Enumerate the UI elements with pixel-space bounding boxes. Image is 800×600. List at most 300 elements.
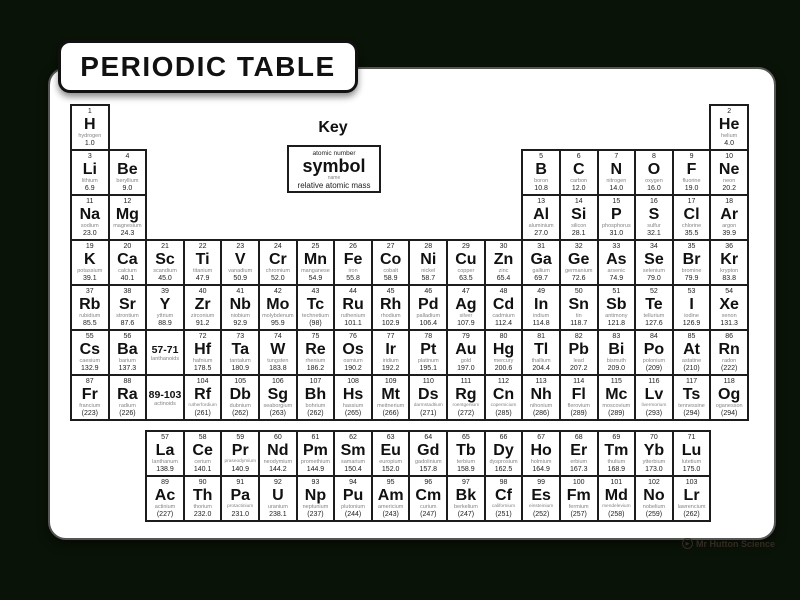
element-name: technetium [302,313,329,319]
element-Tb [446,430,486,477]
atomic-number: 118 [723,378,735,385]
element-symbol: Sm [340,442,366,459]
atomic-mass: 9.0 [122,185,133,192]
element-symbol: Po [643,341,665,358]
element-Sb [597,284,637,331]
element-name: scandium [153,268,177,274]
element-symbol: Mo [266,296,290,313]
element-Ce [183,430,223,477]
element-name: germanium [564,268,593,274]
atomic-number: 74 [273,333,282,340]
element-name: molybdenum [262,313,294,319]
element-symbol: Pm [303,442,328,459]
atomic-mass: 52.0 [271,275,285,282]
atomic-number: 67 [537,434,545,441]
atomic-number: 78 [424,333,433,340]
atomic-mass: 238.1 [269,511,287,518]
element-symbol: Rf [194,386,212,403]
atomic-number: 65 [461,434,470,441]
element-Li [70,149,110,196]
element-Mc [597,374,637,421]
element-Ts [672,374,712,421]
element-Pt [408,329,448,376]
atomic-mass: 197.0 [457,365,475,372]
element-symbol: Yb [643,442,665,459]
atomic-number: 17 [687,198,696,205]
element-name: polonium [642,358,666,364]
watermark [682,538,775,549]
atomic-mass: 126.9 [682,320,701,327]
atomic-mass: (247) [457,511,475,518]
element-name: rubidium [79,313,101,319]
element-F [672,149,712,196]
element-Ni [408,239,448,286]
series-range-label: 57-71 [151,344,179,356]
element-Zr [183,284,223,331]
atomic-number: 10 [725,153,734,160]
element-name: xenon [721,313,737,319]
atomic-mass: 158.9 [457,466,475,473]
element-Al [521,194,561,241]
series-name: actinoids [154,401,176,407]
element-name: protactinium [227,504,254,509]
atomic-mass: 168.9 [607,466,626,473]
atomic-mass: (252) [532,511,550,518]
element-symbol: La [155,442,175,459]
element-symbol: Ti [195,251,210,268]
element-symbol: At [683,341,700,358]
atomic-mass: 200.6 [494,365,513,372]
series-placeholder-cell [145,329,185,376]
element-symbol: He [718,116,740,133]
element-name: nobelium [642,504,666,510]
element-Og [709,374,749,421]
atomic-number: 14 [574,198,583,205]
element-symbol: Be [117,161,138,178]
atomic-number: 21 [161,243,169,250]
element-name: iron [348,268,358,274]
atomic-number: 109 [384,378,397,385]
element-grid [70,104,752,524]
element-symbol: Mn [303,251,327,268]
element-Ho [521,430,561,477]
element-name: fermium [568,504,589,510]
atomic-number: 76 [349,333,357,340]
element-name: seaborgium [263,403,293,409]
element-Cn [484,374,524,421]
element-name: phosphorus [601,223,631,229]
element-Xe [709,284,749,331]
atomic-number: 32 [574,243,583,250]
element-Y [145,284,185,331]
element-Kr [709,239,749,286]
element-symbol: H [84,116,96,133]
element-symbol: Tb [456,442,476,459]
element-name: gallium [532,268,550,274]
element-symbol: Ge [568,251,590,268]
element-symbol: P [610,206,622,223]
atomic-number: 56 [123,333,132,340]
element-No [634,475,674,522]
element-Hg [484,329,524,376]
atomic-mass: 107.9 [457,320,475,327]
atomic-number: 112 [497,378,510,385]
element-name: mercury [493,358,514,364]
atomic-mass: 137.3 [118,365,137,372]
atomic-mass: (222) [720,365,738,372]
atomic-mass: (223) [81,410,98,417]
element-symbol: Am [377,487,404,504]
atomic-number: 47 [461,288,470,295]
element-name: moscovium [602,403,631,409]
element-Ar [709,194,749,241]
element-Zn [484,239,524,286]
atomic-mass: 152.0 [381,466,400,473]
element-symbol: Sc [155,251,175,268]
element-name: thulium [607,459,626,465]
element-name: nickel [421,268,436,274]
element-symbol: Tm [604,442,629,459]
element-Fr [70,374,110,421]
element-name: uranium [267,504,288,510]
atomic-mass: (289) [570,410,587,417]
element-symbol: Fm [566,487,591,504]
atomic-mass: 167.3 [569,466,588,473]
atomic-mass: 231.0 [231,511,249,518]
element-name: copper [457,268,475,274]
key-atomic-number-label: atomic number [312,150,356,157]
atomic-number: 54 [725,288,734,295]
atomic-number: 64 [424,434,433,441]
atomic-mass: 19.0 [684,185,699,192]
atomic-mass: 190.2 [344,365,362,372]
element-Ca [108,239,148,286]
atomic-mass: 65.4 [496,275,511,282]
element-symbol: Ca [117,251,138,268]
element-At [672,329,712,376]
atomic-number: 87 [85,378,94,385]
atomic-number: 68 [574,434,583,441]
atomic-number: 116 [648,378,660,385]
atomic-number: 93 [311,479,320,486]
atomic-mass: (227) [156,511,174,518]
atomic-mass: 6.9 [84,185,95,192]
element-Ba [108,329,148,376]
element-symbol: Pu [342,487,364,504]
atomic-number: 115 [610,378,622,385]
atomic-number: 9 [689,153,694,160]
atomic-number: 52 [650,288,658,295]
atomic-number: 117 [685,378,698,385]
atomic-number: 35 [687,243,696,250]
element-name: praseodymium [224,459,256,464]
element-Ds [408,374,448,421]
periodic-table-panel [48,67,776,540]
element-name: calcium [118,268,137,274]
atomic-number: 79 [461,333,470,340]
element-Pr [220,430,260,477]
atomic-number: 83 [612,333,621,340]
element-symbol: Zn [493,251,514,268]
element-symbol: Db [229,386,251,403]
atomic-mass: 195.1 [419,365,438,372]
element-symbol: Lr [683,487,700,504]
element-name: flerovium [567,403,590,409]
atomic-number: 98 [499,479,508,486]
element-B [521,149,561,196]
atomic-number: 43 [311,288,320,295]
element-Ta [220,329,260,376]
element-symbol: Ni [420,251,437,268]
element-name: chromium [265,268,290,274]
element-name: indium [533,313,550,319]
element-Gd [408,430,448,477]
atomic-mass: 183.8 [269,365,287,372]
element-symbol: Rn [718,341,740,358]
element-name: dubnium [229,403,251,409]
atomic-mass: 39.1 [82,275,97,282]
atomic-mass: (262) [683,511,700,518]
element-name: tennessine [678,403,705,409]
element-name: helium [721,133,738,139]
atomic-mass: 12.0 [571,185,586,192]
atomic-mass: 162.5 [494,466,513,473]
element-Cu [446,239,486,286]
atomic-number: 66 [499,434,508,441]
element-symbol: Os [342,341,364,358]
atomic-number: 84 [650,333,658,340]
element-symbol: Pa [230,487,251,504]
element-symbol: Si [571,206,587,223]
atomic-mass: 118.7 [570,320,588,327]
atomic-mass: 4.0 [724,140,735,147]
element-name: iridium [382,358,399,364]
atomic-number: 39 [161,288,169,295]
element-name: lead [573,358,584,364]
element-name: plutonium [341,504,365,510]
element-name: radium [119,403,136,409]
element-symbol: K [84,251,96,268]
atomic-number: 34 [650,243,658,250]
element-symbol: Og [718,386,741,403]
element-symbol: Pd [418,296,439,313]
element-Po [634,329,674,376]
element-name: ruthenium [340,313,366,319]
element-symbol: Ds [418,386,439,403]
atomic-number: 15 [612,198,621,205]
atomic-mass: 209.0 [607,365,626,372]
element-name: actinium [154,504,176,510]
atomic-mass: (259) [645,511,663,518]
atomic-number: 44 [349,288,357,295]
element-Sm [333,430,373,477]
element-symbol: W [270,341,286,358]
atomic-mass: (294) [683,410,700,417]
element-Lu [672,430,712,477]
element-Dy [484,430,524,477]
element-symbol: Gd [417,442,440,459]
atomic-number: 99 [537,479,545,486]
atomic-mass: 50.9 [233,275,248,282]
atomic-mass: 45.0 [158,275,172,282]
element-symbol: Cn [492,386,515,403]
atomic-mass: (247) [420,511,437,518]
element-Hf [183,329,223,376]
atomic-number: 95 [386,479,395,486]
atomic-mass: 232.0 [193,511,212,518]
atomic-mass: (285) [495,410,512,417]
element-Cs [70,329,110,376]
element-N [597,149,637,196]
element-Md [597,475,637,522]
element-name: potassium [77,268,103,274]
atomic-mass: 74.9 [609,275,624,282]
element-symbol: Th [192,487,213,504]
element-symbol: F [686,161,697,178]
atomic-number: 97 [461,479,470,486]
element-Re [296,329,336,376]
key-mass-label: relative atomic mass [297,181,371,190]
element-symbol: Ho [530,442,552,459]
element-name: oxygen [645,178,663,184]
element-symbol: Fr [81,386,98,403]
element-Np [296,475,336,522]
element-symbol: Ra [117,386,138,403]
element-name: rhenium [305,358,326,364]
atomic-mass: 180.9 [231,365,249,372]
element-Th [183,475,223,522]
atomic-mass: (98) [309,320,322,327]
element-Lv [634,374,674,421]
element-name: mendelevium [602,504,631,509]
element-K [70,239,110,286]
element-name: argon [722,223,737,229]
element-symbol: Mt [381,386,400,403]
page-title: PERIODIC TABLE [80,50,336,82]
element-symbol: Sn [568,296,589,313]
element-name: iodine [684,313,699,319]
element-symbol: Pr [231,442,249,459]
atomic-mass: (266) [382,410,399,417]
element-Si [559,194,599,241]
atomic-number: 37 [85,288,94,295]
element-symbol: Eu [380,442,401,459]
element-Rh [371,284,411,331]
element-name: zirconium [190,313,215,319]
atomic-number: 71 [687,434,696,441]
element-name: silicon [571,223,587,229]
element-Pm [296,430,336,477]
element-name: vanadium [228,268,253,274]
atomic-number: 58 [198,434,207,441]
element-name: krypton [720,268,739,274]
element-symbol: Cf [495,487,512,504]
atomic-mass: (262) [307,410,324,417]
atomic-number: 48 [499,288,508,295]
atomic-mass: (293) [645,410,663,417]
element-Hs [333,374,373,421]
element-symbol: V [234,251,246,268]
atomic-number: 106 [272,378,284,385]
atomic-number: 92 [273,479,282,486]
element-name: carbon [570,178,588,184]
element-Tm [597,430,637,477]
element-Mt [371,374,411,421]
element-Sc [145,239,185,286]
atomic-number: 113 [535,378,547,385]
series-placeholder-cell [145,374,185,421]
element-name: darmstadtium [413,403,443,408]
element-Pd [408,284,448,331]
atomic-number: 28 [424,243,433,250]
element-name: roentgenium [452,403,480,408]
element-O [634,149,674,196]
element-name: silver [459,313,473,319]
atomic-number: 19 [85,243,94,250]
element-name: neptunium [302,504,329,510]
atomic-mass: 178.5 [193,365,212,372]
element-name: hassium [342,403,364,409]
element-symbol: Fe [343,251,363,268]
element-name: americium [377,504,404,510]
element-symbol: S [648,206,660,223]
atomic-number: 114 [573,378,585,385]
atomic-number: 53 [687,288,696,295]
element-name: tantalum [229,358,251,364]
atomic-number: 96 [424,479,433,486]
element-He [709,104,749,151]
key-symbol-label: symbol [302,156,366,176]
element-symbol: Xe [719,296,739,313]
atomic-number: 57 [161,434,169,441]
key-name-label: name [327,175,341,181]
element-symbol: Mc [605,386,628,403]
element-symbol: Sb [606,296,627,313]
element-Ir [371,329,411,376]
element-Db [220,374,260,421]
element-symbol: Cs [79,341,101,358]
atomic-number: 91 [236,479,245,486]
atomic-mass: 16.0 [647,185,661,192]
element-Te [634,284,674,331]
atomic-mass: 79.0 [647,275,661,282]
atomic-mass: 87.6 [120,320,135,327]
atomic-mass: 23.0 [82,230,97,237]
atomic-mass: 140.1 [193,466,212,473]
atomic-number: 24 [273,243,282,250]
atomic-mass: (258) [608,511,625,518]
atomic-number: 46 [424,288,433,295]
element-name: nitrogen [606,178,627,184]
element-name: thallium [531,358,551,364]
atomic-number: 4 [125,153,130,160]
element-name: rhodium [380,313,401,319]
element-name: sulfur [647,223,661,229]
atomic-number: 36 [725,243,734,250]
atomic-number: 101 [610,479,623,486]
atomic-number: 29 [461,243,470,250]
element-Ra [108,374,148,421]
element-name: fluorine [682,178,701,184]
element-name: aluminium [528,223,554,229]
atomic-mass: 24.3 [120,230,135,237]
element-name: titanium [192,268,213,274]
element-U [258,475,298,522]
atomic-number: 23 [236,243,245,250]
element-name: francium [79,403,101,409]
element-name: promethium [300,459,330,465]
atomic-number: 69 [612,434,621,441]
